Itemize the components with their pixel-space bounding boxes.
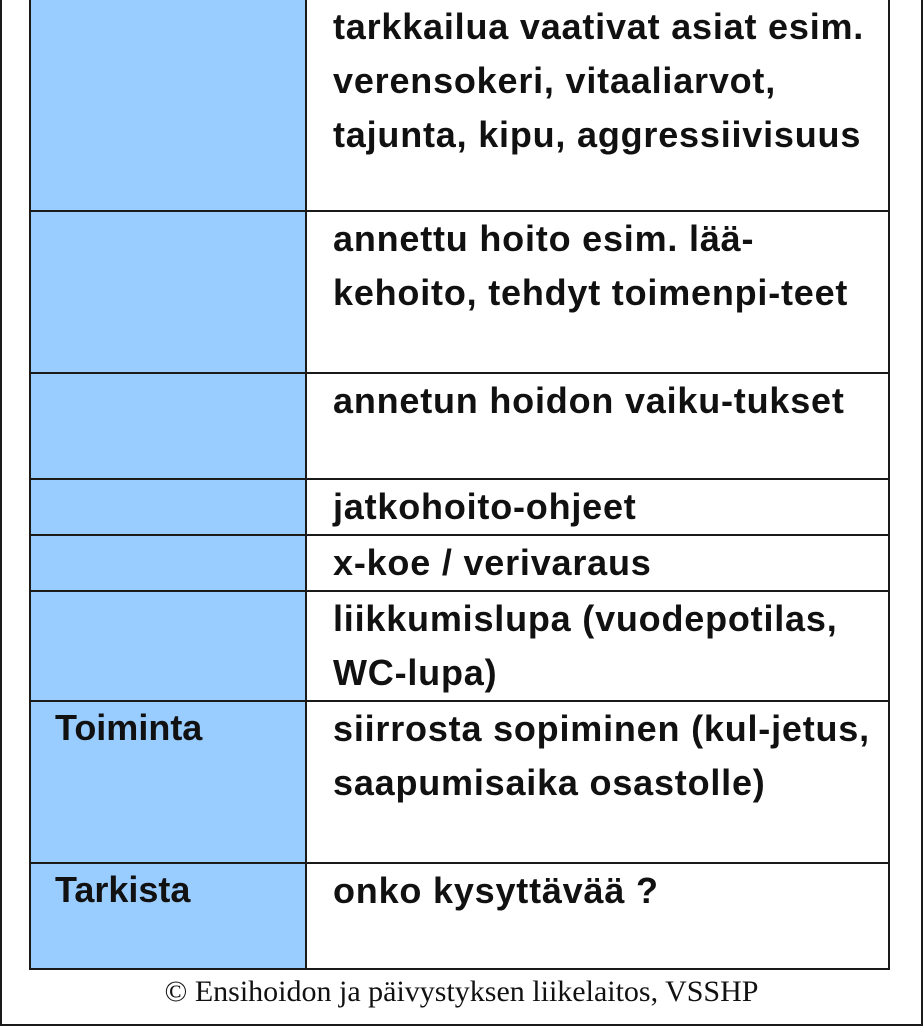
row-label-tarkista: Tarkista [30,863,306,969]
row-item-text: tarkkailua vaativat asiat esim. verensokeri, vitaaliarvot, tajunta, kipu, aggressiivisuus [333,6,865,155]
table-row [30,373,889,479]
table-row [30,863,889,969]
row-item [306,479,889,535]
row-item [306,591,889,701]
handover-checklist-table [29,0,890,970]
table-row [30,0,889,211]
table-row [30,211,889,373]
row-item-text: liikkumislupa (vuodepotilas, WC-lupa) [333,598,838,693]
copyright-notice: © Ensihoidon ja päivystyksen liikelaitos, VSSHP [164,975,759,1008]
row-item-text: x-koe / verivaraus [333,542,652,583]
row-item-text: annetun hoidon vaiku-tukset [333,380,845,421]
row-label [30,479,306,535]
row-item [306,373,889,479]
row-item [306,701,889,863]
row-item [306,863,889,969]
row-label [30,535,306,591]
table-row [30,701,889,863]
table-row [30,591,889,701]
table-row [30,479,889,535]
row-item [306,0,889,211]
row-item [306,211,889,373]
row-item-text: siirrosta sopiminen (kul-jetus, saapumisaika osastolle) [333,708,870,803]
row-label [30,373,306,479]
row-item-text: annettu hoito esim. lää-kehoito, tehdyt toimenpi-teet [333,218,849,313]
row-item-text: onko kysyttävää ? [333,870,659,911]
row-item [306,535,889,591]
row-label [30,211,306,373]
row-label-toiminta: Toiminta [30,701,306,863]
row-label [30,591,306,701]
row-label [30,0,306,211]
row-item-text: jatkohoito-ohjeet [333,486,637,527]
table-row [30,535,889,591]
